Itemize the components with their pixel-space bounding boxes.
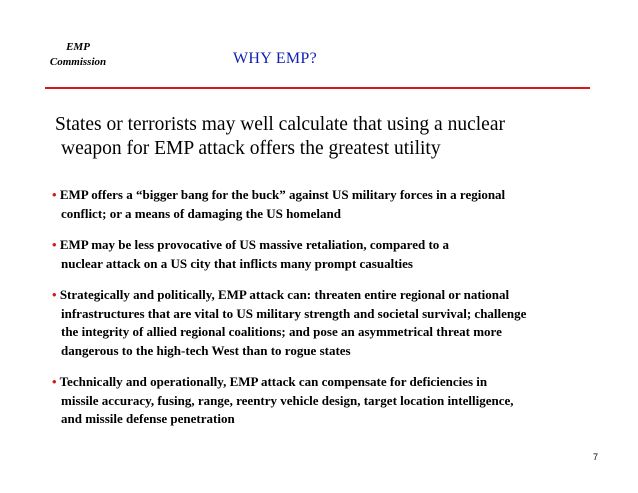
slide-title: WHY EMP? [233,50,318,67]
bullet-item-technically [52,373,622,429]
headline-line-2: weapon for EMP attack offers the greatest utility [61,138,441,159]
bullet-text-line: missile accuracy, fusing, range, reentry vehicle design, target location intelligence, [61,392,514,408]
bullet-item-less-provocative [52,236,622,273]
logo-line-emp: EMP [66,41,90,53]
bullet-text-line: infrastructures that are vital to US military strength and societal survival; challenge [61,305,527,321]
bullet-text-line: dangerous to the high-tech West than to rogue states [61,342,351,358]
bullet-text-line: and missile defense penetration [61,411,235,426]
bullet-dot-icon: • [52,287,57,302]
bullet-list [52,186,622,442]
bullet-text-line: nuclear attack on a US city that inflicts many prompt casualties [61,255,413,271]
bullet-dot-icon: • [52,237,57,252]
emp-commission-logo [38,40,118,70]
bullet-text-line: Strategically and politically, EMP attack can: threaten entire regional or national [59,287,510,302]
bullet-item-strategically [52,286,622,360]
bullet-text-line: conflict; or a means of damaging the US homeland [61,205,341,221]
bullet-dot-icon: • [52,374,57,389]
bullet-text-line: EMP may be less provocative of US massive retaliation, compared to a [59,237,450,252]
headline-line-1: States or terrorists may well calculate that using a nuclear [55,114,505,135]
bullet-dot-icon: • [52,187,57,202]
bullet-text-line: EMP offers a “bigger bang for the buck” against US military forces in a regional [59,187,506,202]
bullet-item-bigger-bang [52,186,622,223]
slide-headline [55,113,615,161]
title-divider [45,87,590,89]
page-number: 7 [593,452,599,462]
logo-line-commission: Commission [49,56,107,68]
bullet-text-line: the integrity of allied regional coalitions; and pose an asymmetrical threat more [61,324,502,339]
bullet-text-line: Technically and operationally, EMP attack can compensate for deficiencies in [59,374,488,389]
